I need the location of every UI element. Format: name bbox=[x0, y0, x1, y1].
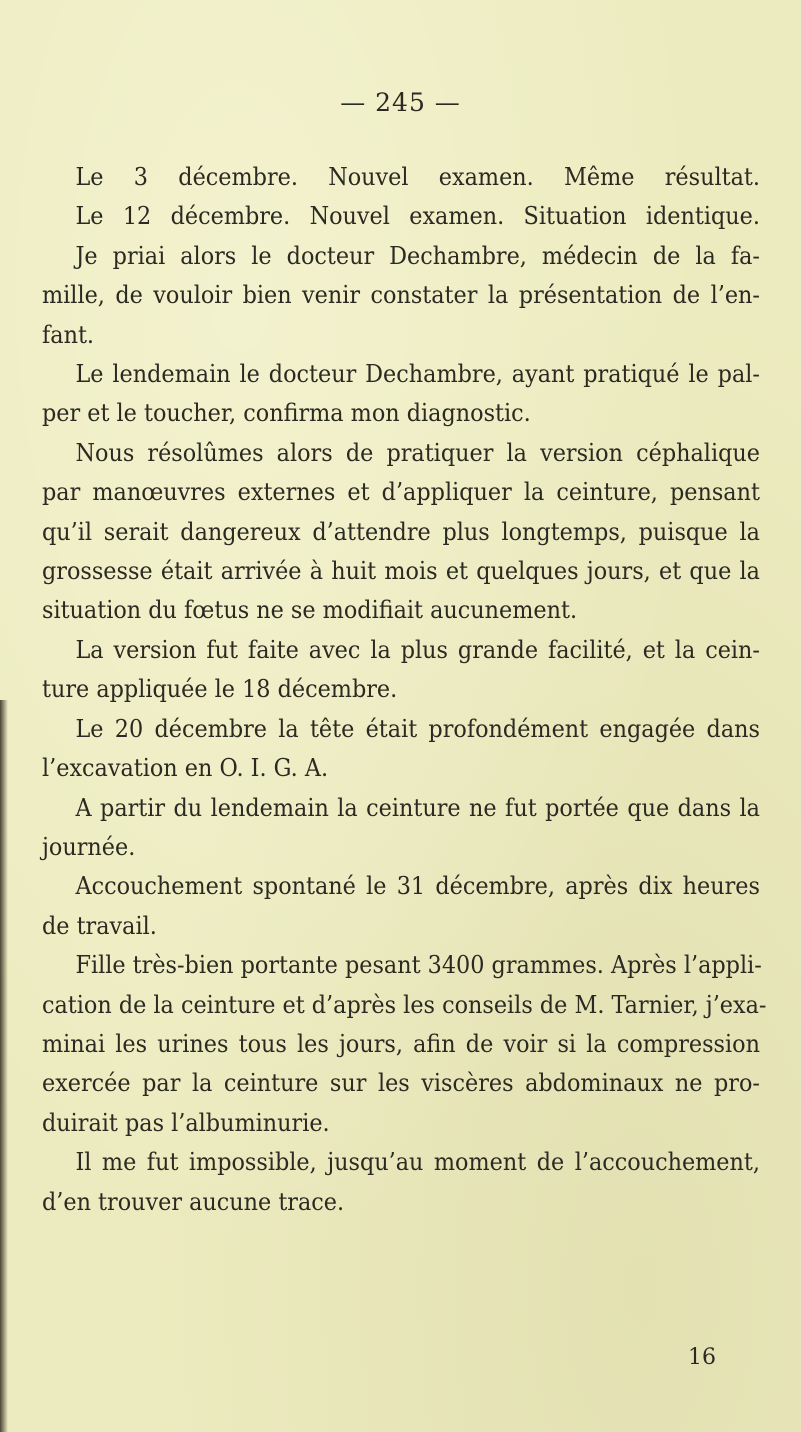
text-line: cation de la ceinture et d’après les conseils de M. Tarnier, j’exa- bbox=[42, 990, 767, 1019]
page-number-header: — 245 — bbox=[340, 88, 461, 117]
text-line: mille, de vouloir bien venir constater la présentation de l’en- bbox=[42, 281, 760, 310]
text-line: A partir du lendemain la ceinture ne fut portée que dans la bbox=[75, 793, 760, 822]
text-line: Le lendemain le docteur Dechambre, ayant pratiqué le pal- bbox=[75, 360, 760, 389]
text-line: l’excavation en O. I. G. A. bbox=[42, 754, 329, 783]
text-line: exercée par la ceinture sur les viscères abdominaux ne pro- bbox=[42, 1069, 760, 1098]
body-text bbox=[42, 158, 767, 1222]
text-line: de travail. bbox=[42, 911, 157, 940]
text-line: La version fut faite avec la plus grande facilité, et la cein- bbox=[75, 635, 760, 664]
text-line: grossesse était arrivée à huit mois et quelques jours, et que la bbox=[42, 557, 760, 586]
text-line: par manœuvres externes et d’appliquer la ceinture, pensant bbox=[42, 478, 760, 507]
text-line: situation du fœtus ne se modifiait aucunement. bbox=[42, 596, 578, 625]
text-line: per et le toucher, confirma mon diagnostic. bbox=[42, 399, 531, 428]
text-line: Accouchement spontané le 31 décembre, après dix heures bbox=[75, 872, 760, 901]
text-line: d’en trouver aucune trace. bbox=[42, 1187, 345, 1216]
text-line: Fille très-bien portante pesant 3400 grammes. Après l’appli- bbox=[75, 951, 762, 980]
text-line: duirait pas l’albuminurie. bbox=[42, 1108, 330, 1137]
text-line: Je priai alors le docteur Dechambre, médecin de la fa- bbox=[75, 241, 760, 270]
text-line: journée. bbox=[42, 832, 136, 861]
page-edge-shadow bbox=[0, 700, 8, 1432]
text-line: Il me fut impossible, jusqu’au moment de l’accouchement, bbox=[75, 1148, 760, 1177]
text-line: ture appliquée le 18 décembre. bbox=[42, 675, 398, 704]
text-line: fant. bbox=[42, 320, 95, 349]
text-line: Nous résolûmes alors de pratiquer la version céphalique bbox=[75, 438, 760, 467]
text-line: qu’il serait dangereux d’attendre plus longtemps, puisque la bbox=[42, 517, 760, 546]
text-line: Le 3 décembre. Nouvel examen. Même résultat. bbox=[75, 163, 760, 191]
text-line: Le 20 décembre la tête était profondément engagée dans bbox=[75, 714, 760, 743]
signature-mark: 16 bbox=[688, 1345, 716, 1370]
text-line: minai les urines tous les jours, afin de voir si la compression bbox=[42, 1029, 760, 1058]
text-line: Le 12 décembre. Nouvel examen. Situation identique. bbox=[75, 202, 760, 231]
